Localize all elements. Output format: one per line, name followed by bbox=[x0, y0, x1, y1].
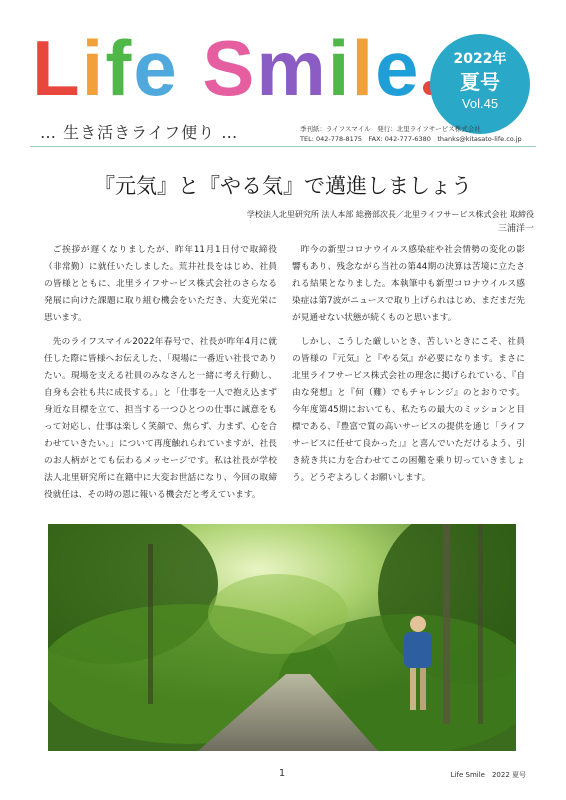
paragraph: 先のライフスマイル2022年春号で、社長が昨年4月に就任した際に皆様へお伝えした、「現場に一番近い社長でありたい。現場を支える社員のみなさんと一緒に考え行動し、自身も会社も共に成長する。」と「仕事を一人で抱え込まず身近な目標を立て、担当する一つひとつの仕事に誠意をもって対応し、仕事は楽しく笑顔で、焦らず、力まず、心を合わせていきたい。」について再度触れられていますが、社長のお人柄がとても伝わるメッセージです。私は社長が学校法人北里研究所に在籍中に大変お世話になり、今回の取締役就任は、その時の恩に報いる機会だと考えています。 bbox=[44, 337, 277, 500]
article-headline: 『元気』と『やる気』で邁進しましょう bbox=[94, 174, 472, 198]
logo-letter: f bbox=[105, 24, 134, 112]
logo-letter: i bbox=[81, 24, 106, 112]
paragraph: 昨今の新型コロナウイルス感染症や社会情勢の変化の影響もあり、残念ながら当社の第44期の決算は苦境に立たされる結果となりました。本執筆中も新型コロナウイルス感染症は第7波がニュースで取り上げられはじめ、まだまだ先が見通せない状態が続くものと思います。 bbox=[292, 245, 525, 323]
footer-brand: Life Smile 2022 夏号 bbox=[450, 771, 526, 779]
logo-letter: i bbox=[327, 24, 352, 112]
masthead-divider bbox=[30, 146, 536, 147]
life-smile-logo bbox=[32, 24, 437, 112]
issue-volume: Vol.45 bbox=[461, 96, 499, 111]
forest-scene-illustration bbox=[48, 524, 516, 751]
logo-letter: e bbox=[375, 24, 421, 112]
logo-letter: l bbox=[351, 24, 376, 112]
byline-name: 三浦洋一 bbox=[497, 224, 534, 234]
logo-letter bbox=[179, 28, 203, 108]
logo-letter: S bbox=[202, 24, 257, 112]
article-column-left bbox=[44, 242, 277, 511]
paragraph: ご挨拶が遅くなりましたが、昨年11月1日付で取締役（非常勤）に就任いたしました。荒井社長をはじめ、社員の皆様とともに、北里ライフサービス株式会社のさらなる発展に向けた課題に取り組む機会をいただき、大変光栄に思います。 bbox=[44, 245, 277, 323]
paragraph: しかし、こうした厳しいとき、苦しいときにこそ、社員の皆様の『元気』と『やる気』が必要になります。まさに北里ライフサービス株式会社の理念に掲げられている、『自由な発想』と『何（難）でもチャレンジ』のとおりです。今年度第45期においても、私たちの最大のミッションと目標である、『豊富で質の高いサービスの提供を通じ「ライフサービスに任せて良かった」』と喜んでいただけるよう、引き続き共に力を合わせてこの困難を乗り切っていきましょう。どうぞよろしくお願いします。 bbox=[292, 337, 525, 483]
issue-badge bbox=[430, 34, 530, 134]
article-column-right bbox=[292, 242, 525, 494]
issue-year: 2022年 bbox=[453, 51, 507, 67]
logo-letter: e bbox=[133, 24, 179, 112]
byline-affiliation: 学校法人北里研究所 法人本部 総務部次長／北里ライフサービス株式会社 取締役 bbox=[246, 210, 534, 219]
publisher-line: 季刊紙：ライフスマイル 発行：北里ライフサービス株式会社 bbox=[300, 125, 481, 133]
page-number: 1 bbox=[278, 768, 286, 779]
publisher-info bbox=[300, 124, 550, 144]
contact-line: TEL: 042-778-8175 FAX: 042-777-6380 thanks@kitasato-life.co.jp bbox=[300, 135, 522, 143]
issue-season: 夏号 bbox=[460, 70, 500, 94]
logo-letter: m bbox=[256, 24, 328, 112]
logo-letter: L bbox=[32, 24, 82, 112]
forest-path-photo bbox=[48, 524, 516, 751]
byline bbox=[247, 208, 534, 236]
tagline: … 生き活きライフ便り … bbox=[40, 123, 239, 142]
